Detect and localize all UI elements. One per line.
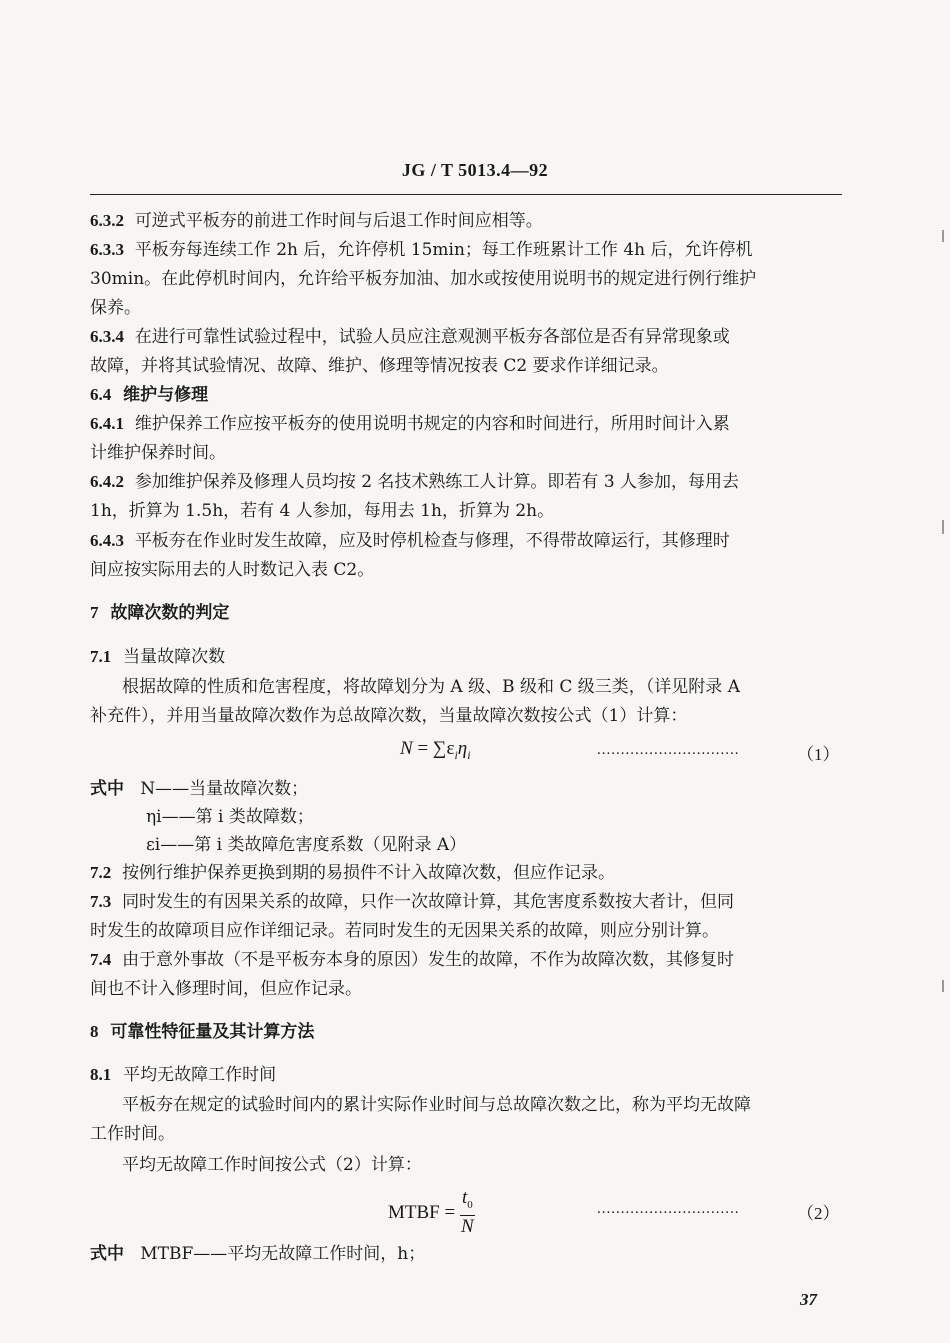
scan-edge-mark xyxy=(942,230,944,242)
clause-number: 6.4.3 xyxy=(90,531,124,550)
equation-1 xyxy=(400,738,471,763)
section-title: 故障次数的判定 xyxy=(110,603,230,623)
clause-number: 7.4 xyxy=(90,950,112,969)
paragraph-6-3-3-line2: 30min。在此停机时间内，允许给平板夯加油、加水或按使用说明书的规定进行例行维护 xyxy=(90,269,757,289)
where-eps-definition: εi——第 i 类故障危害度系数（见附录 A） xyxy=(146,835,467,855)
section-8-heading xyxy=(90,1019,314,1045)
paragraph-7-4-line1 xyxy=(90,947,734,973)
paragraph-7-2 xyxy=(90,860,615,886)
scan-edge-mark xyxy=(942,520,944,534)
clause-text: 参加维护保养及修理人员均按 2 名技术熟练工人计算。即若有 3 人参加，每用去 xyxy=(134,472,740,492)
clause-text: 在进行可靠性试验过程中，试验人员应注意观测平板夯各部位是否有异常现象或 xyxy=(134,327,730,347)
clause-number: 7.3 xyxy=(90,892,112,911)
section-number: 7.1 xyxy=(90,647,112,666)
section-title: 维护与修理 xyxy=(123,385,209,405)
section-number: 8.1 xyxy=(90,1065,112,1084)
clause-number: 6.3.4 xyxy=(90,327,124,346)
equation-1-sub-i: i xyxy=(454,747,458,762)
where-eta-definition: ηi——第 i 类故障数； xyxy=(146,807,314,827)
equation-1-leader-dots: .............................. xyxy=(597,742,740,758)
paragraph-6-3-4-line2: 故障，并将其试验情况、故障、维护、修理等情况按表 C2 要求作详细记录。 xyxy=(90,356,669,376)
section-title: 可靠性特征量及其计算方法 xyxy=(110,1022,315,1042)
clause-text: 由于意外事故（不是平板夯本身的原因）发生的故障，不作为故障次数，其修复时 xyxy=(122,950,735,970)
paragraph-6-4-3-line2: 间应按实际用去的人时数记入表 C2。 xyxy=(90,560,375,580)
section-title: 平均无故障工作时间 xyxy=(123,1065,277,1085)
section-title: 当量故障次数 xyxy=(123,647,226,667)
paragraph-7-4-line2: 间也不计入修理时间，但应作记录。 xyxy=(90,979,362,999)
where-label: 式中 xyxy=(90,1244,124,1264)
where-block-1 xyxy=(90,776,308,802)
section-number: 6.4 xyxy=(90,385,112,404)
section-7-heading xyxy=(90,600,229,626)
paragraph-7-1-line1: 根据故障的性质和危害程度，将故障划分为 A 级、B 级和 C 级三类，（详见附录 A xyxy=(122,677,740,697)
where-mtbf-definition: MTBF——平均无故障工作时间，h； xyxy=(140,1244,426,1264)
paragraph-8-1-line2: 工作时间。 xyxy=(90,1124,175,1144)
clause-text: 维护保养工作应按平板夯的使用说明书规定的内容和时间进行，所用时间计入累 xyxy=(134,414,730,434)
paragraph-6-4-3-line1 xyxy=(90,528,730,554)
equation-1-number: （1） xyxy=(797,745,840,764)
paragraph-7-3-line1 xyxy=(90,889,734,915)
clause-number: 6.3.3 xyxy=(90,240,124,259)
clause-number: 7.2 xyxy=(90,863,112,882)
section-number: 7 xyxy=(90,603,99,622)
paragraph-6-4-2-line2: 1h，折算为 1.5h，若有 4 人参加，每用去 1h，折算为 2h。 xyxy=(90,501,555,521)
clause-text: 平板夯在作业时发生故障，应及时停机检查与修理，不得带故障运行，其修理时 xyxy=(134,531,730,551)
equation-2-numerator xyxy=(460,1188,475,1216)
paragraph-6-4-1-line1 xyxy=(90,411,730,437)
paragraph-6-3-3-line1 xyxy=(90,237,753,263)
section-number: 8 xyxy=(90,1022,99,1041)
paragraph-7-1-line2: 补充件），并用当量故障次数作为总故障次数，当量故障次数按公式（1）计算： xyxy=(90,706,688,726)
numerator-sub: 0 xyxy=(467,1198,473,1211)
paragraph-6-4-2-line1 xyxy=(90,469,739,495)
equation-1-lhs: N xyxy=(400,738,413,759)
section-8-1-heading xyxy=(90,1062,276,1088)
paragraph-6-3-4-line1 xyxy=(90,324,730,350)
document-header: JG / T 5013.4—92 xyxy=(401,160,549,180)
scan-edge-mark xyxy=(942,980,944,992)
paragraph-8-1-line1: 平板夯在规定的试验时间内的累计实际作业时间与总故障次数之比，称为平均无故障 xyxy=(122,1095,751,1115)
equation-2-fraction xyxy=(460,1188,475,1238)
equation-2-denominator: N xyxy=(461,1215,474,1237)
equation-1-eta: η xyxy=(457,738,468,759)
paragraph-6-3-2 xyxy=(90,208,543,234)
clause-text: 平板夯每连续工作 2h 后，允许停机 15min；每工作班累计工作 4h 后，允许停机 xyxy=(134,240,753,260)
where-block-2 xyxy=(90,1241,425,1267)
section-6-4-heading xyxy=(90,382,208,408)
equation-1-sub-i2: i xyxy=(467,747,471,762)
paragraph-6-3-3-line3: 保养。 xyxy=(90,298,141,318)
numerator-t: t xyxy=(461,1187,468,1208)
paragraph-6-4-1-line2: 计维护保养时间。 xyxy=(90,443,226,463)
paragraph-7-3-line2: 时发生的故障项目应作详细记录。若同时发生的无因果关系的故障，则应分别计算。 xyxy=(90,921,719,941)
clause-text: 可逆式平板夯的前进工作时间与后退工作时间应相等。 xyxy=(134,211,543,231)
where-n-definition: N——当量故障次数； xyxy=(140,779,309,799)
clause-number: 6.3.2 xyxy=(90,211,124,230)
section-7-1-heading xyxy=(90,644,225,670)
clause-text: 按例行维护保养更换到期的易损件不计入故障次数，但应作记录。 xyxy=(122,863,616,883)
equation-2-leader-dots: .............................. xyxy=(597,1201,740,1217)
header-rule xyxy=(90,194,842,195)
equation-2-lhs: MTBF = xyxy=(388,1201,456,1223)
clause-number: 6.4.1 xyxy=(90,414,124,433)
paragraph-8-1-line3: 平均无故障工作时间按公式（2）计算： xyxy=(122,1155,422,1175)
equation-2-number: （2） xyxy=(797,1204,840,1223)
equation-1-rhs: = ∑ε xyxy=(417,738,455,759)
clause-text: 同时发生的有因果关系的故障，只作一次故障计算，其危害度系数按大者计，但同 xyxy=(122,892,735,912)
clause-number: 6.4.2 xyxy=(90,472,124,491)
where-label: 式中 xyxy=(90,779,124,799)
page-number: 37 xyxy=(800,1290,817,1309)
equation-2 xyxy=(388,1188,475,1238)
